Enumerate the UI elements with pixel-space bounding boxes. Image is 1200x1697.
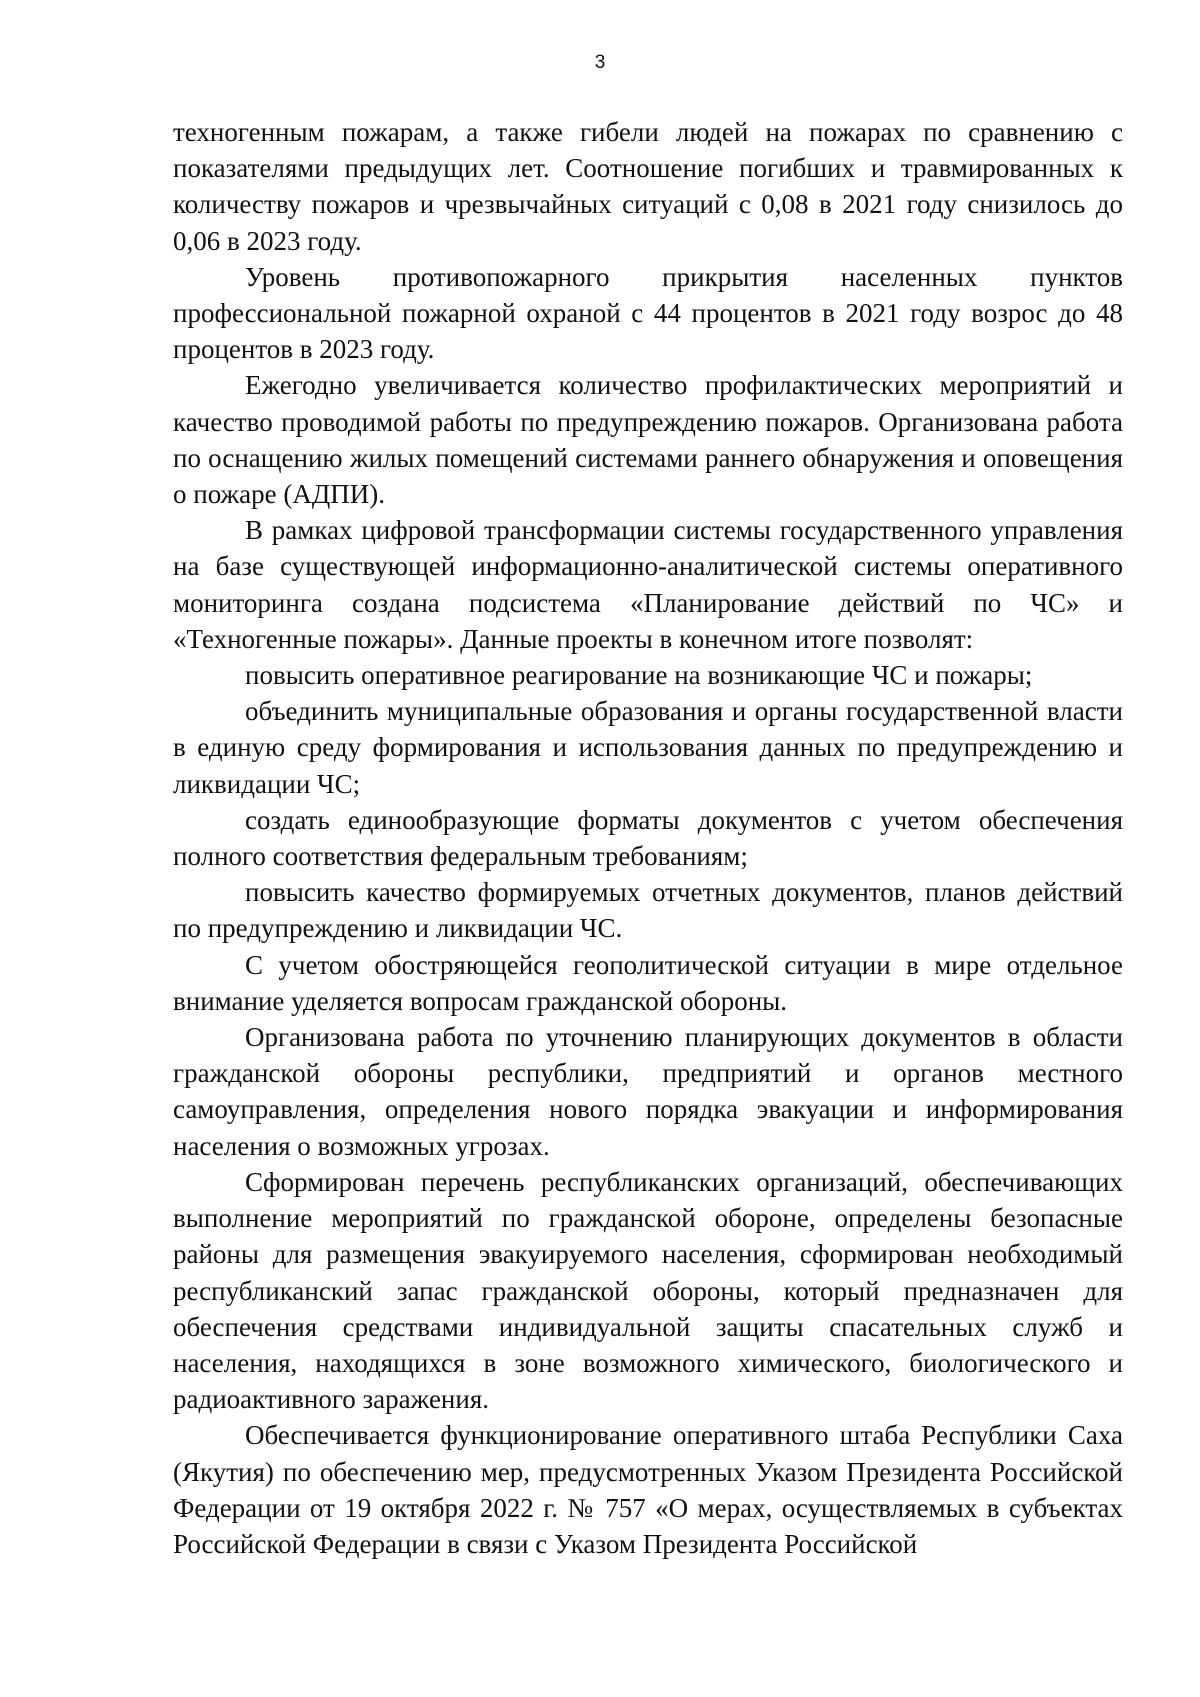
list-item: объединить муниципальные образования и органы государственной власти в единую среду формирования и использования данных по предупреждению и ликвидации ЧС;: [173, 696, 1123, 799]
list-item: повысить оперативное реагирование на возникающие ЧС и пожары;: [245, 660, 1033, 691]
document-body: [173, 114, 1123, 1562]
page-number: 3: [594, 52, 606, 73]
paragraph: Организована работа по уточнению планирующих документов в области гражданской обороны республики, предприятий и органов местного самоуправления, определения нового порядка эвакуации и информирования населения о возможных угрозах.: [173, 1022, 1123, 1161]
list-item: создать единообразующие форматы документов с учетом обеспечения полного соответствия федеральным требованиям;: [173, 804, 1123, 872]
paragraph: В рамках цифровой трансформации системы государственного управления на базе существующей информационно-аналитической системы оперативного мониторинга создана подсистема «Планирование действий по ЧС» и «Техногенные пожары». Данные проекты в конечном итоге позволят:: [173, 515, 1123, 654]
list-item: повысить качество формируемых отчетных документов, планов действий по предупреждению и ликвидации ЧС.: [173, 877, 1123, 944]
paragraph: Сформирован перечень республиканских организаций, обеспечивающих выполнение мероприятий по гражданской обороне, определены безопасные районы для размещения эвакуируемого населения, сформирован необходимый республиканский запас гражданской обороны, который предназначен для обеспечения средствами индивидуальной защиты спасательных служб и населения, находящихся в зоне возможного химического, биологического и радиоактивного заражения.: [173, 1166, 1123, 1415]
paragraph: техногенным пожарам, а также гибели людей на пожарах по сравнению с показателями предыдущих лет. Соотношение погибших и травмированных к количеству пожаров и чрезвычайных ситуаций с 0,08 в 2021 году снизилось до 0,06 в 2023 году.: [173, 117, 1123, 256]
paragraph: С учетом обостряющейся геополитической ситуации в мире отдельное внимание уделяется вопросам гражданской обороны.: [173, 949, 1123, 1016]
paragraph: Уровень противопожарного прикрытия населенных пунктов профессиональной пожарной охраной с 44 процентов в 2021 году возрос до 48 процентов в 2023 году.: [173, 261, 1123, 365]
paragraph: Ежегодно увеличивается количество профилактических мероприятий и качество проводимой работы по предупреждению пожаров. Организована работа по оснащению жилых помещений системами раннего обнаружения и оповещения о пожаре (АДПИ).: [173, 370, 1123, 510]
paragraph: Обеспечивается функционирование оперативного штаба Республики Саха (Якутия) по обеспечению мер, предусмотренных Указом Президента Российской Федерации от 19 октября 2022 г. № 757 «О мерах, осуществляемых в субъектах Российской Федерации в связи с Указом Президента Российской: [173, 1420, 1123, 1559]
